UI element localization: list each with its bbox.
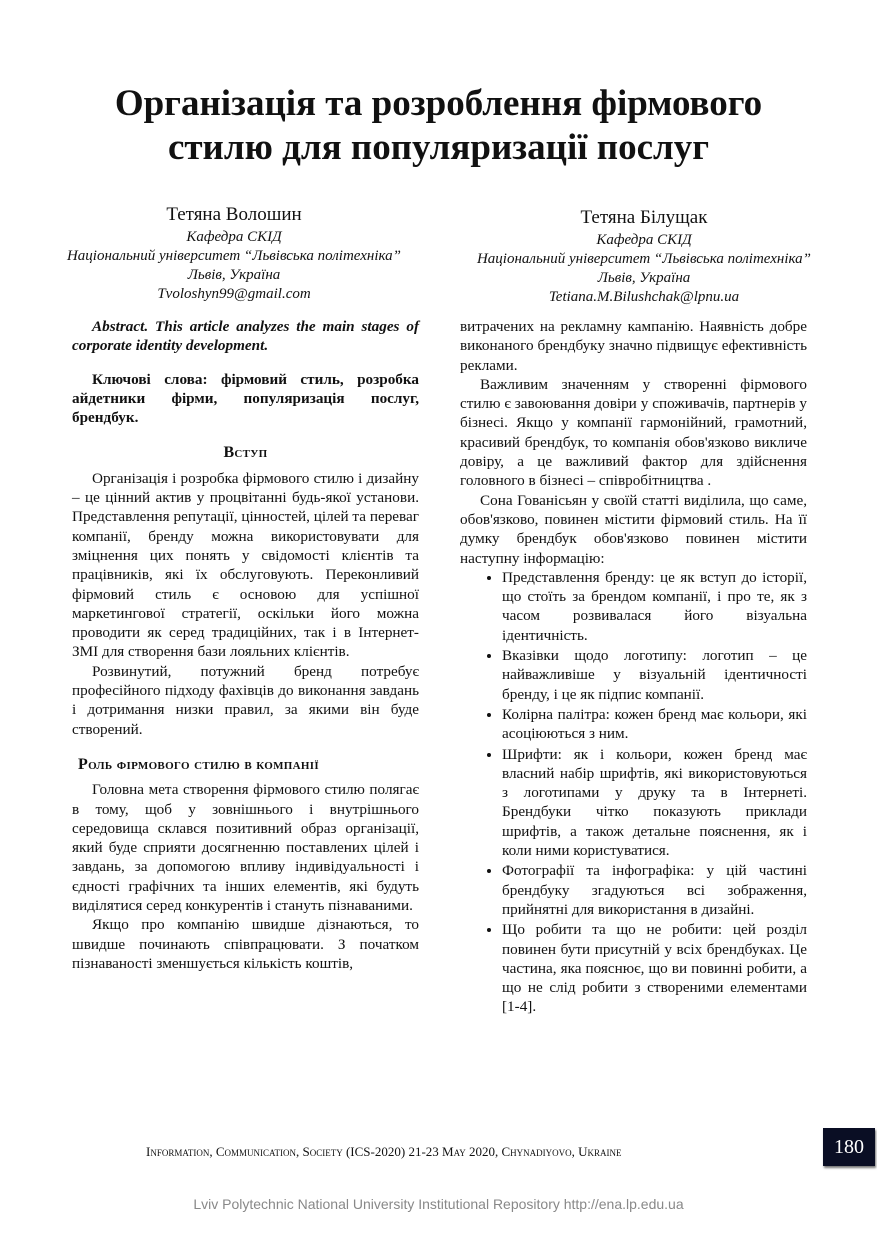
- bullet-list: [460, 568, 807, 1017]
- author-block: [444, 205, 844, 307]
- author-email: Tvoloshyn99@gmail.com: [157, 286, 311, 302]
- left-column: [72, 317, 419, 973]
- paragraph: витрачених на рекламну кампанію. Наявність добре виконаного брендбуку значно підвищує ефективність реклами.: [460, 318, 807, 374]
- paragraph: Якщо про компанію швидше дізнаються, то швидше починають співпрацювати. З початком пізнаваності зменшується кількість коштів,: [72, 916, 419, 972]
- author-city: Львів, Україна: [187, 267, 281, 283]
- title-line: Організація та розроблення фірмового: [114, 83, 763, 124]
- bullet-item: • Шрифти: як і кольори, кожен бренд має власний набір шрифтів, які використовуються з логотипами у друку та в Інтернеті. Брендбуки чітко показують приклади шрифтів, а також детальне пояснення, як і коли ними користуватися.: [502, 745, 807, 861]
- bullet-item: • Фотографії та інфографіка: у цій частині брендбуку згадуються всі зображення, прийнятні для використання в дизайні.: [502, 861, 807, 919]
- author-name: Тетяна Волошин: [166, 204, 302, 225]
- abstract: Abstract. This article analyzes the main stages of corporate identity development.: [72, 318, 419, 355]
- section-heading-role: Роль фірмового стилю в компанії: [78, 755, 319, 773]
- author-name: Тетяна Білущак: [580, 207, 708, 228]
- conference-footer: Information, Communication, Society (ICS-2020) 21-23 May 2020, Chynadiyovo, Ukraine: [146, 1144, 622, 1159]
- paragraph: Важливим значенням у створенні фірмового стилю є завоювання довіри у споживачів, партнерів у бізнесі. Якщо у компанії гармонійний, грамотний, красивий брендбук, то компанія обов'язково викличе довіру, а це важливий фактор для здійснення головного в бізнесі – співробітництва .: [460, 375, 807, 490]
- paragraph: Сона Гованісьян у своїй статті виділила, що саме, обов'язково, повинен містити фірмовий стиль. На її думку брендбук обов'язково повинен містити наступну інформацію:: [460, 491, 807, 567]
- repository-watermark: Lviv Polytechnic National University Institutional Repository http://ena.lp.edu.ua: [193, 1196, 684, 1212]
- keywords: Ключові слова: фірмовий стиль, розробка айдетники фірми, популяризація послуг, брендбук.: [72, 370, 419, 427]
- author-univ: Національний університет “Львівська політехніка”: [476, 251, 812, 267]
- bullet-item: • Що робити та що не робити: цей розділ повинен бути присутній у всіх брендбуках. Це частина, яка пояснює, що ви повинні робити, а що не слід робити з створеними елементами [1-4].: [502, 920, 807, 1016]
- paragraph: Розвинутий, потужний бренд потребує професійного підходу фахівців до виконання завдань і дотримання низки правил, за якими він буде створений.: [72, 662, 419, 738]
- author-email: Tetiana.M.Bilushchak@lpnu.ua: [548, 289, 740, 305]
- author-univ: Національний університет “Львівська політехніка”: [66, 248, 402, 264]
- bullet-item: • Представлення бренду: це як вступ до історії, що стоїть за брендом компанії, і про те, як з часом розвивалася його візуальна ідентичність.: [502, 568, 807, 645]
- author-dept: Кафедра СКІД: [186, 229, 282, 245]
- paragraph: Організація і розробка фірмового стилю і дизайну – це цінний актив у процвітанні будь-якої установи. Представлення репутації, цінностей, цілей та переваг компанії, бренду можна використовувати для зміцнення цих понять у свідомості клієнтів та працівників, які їх обслуговують. Переконливий фірмовий стиль є основою для успішної маркетингової стратегії, оскільки його можна проводити як серед традиційних, так і в Інтернет-ЗМІ для створення бази лояльних клієнтів.: [72, 469, 419, 661]
- author-block: [34, 202, 434, 304]
- author-dept: Кафедра СКІД: [596, 232, 692, 248]
- paper-title: [40, 82, 837, 170]
- author-city: Львів, Україна: [597, 270, 691, 286]
- right-column: [460, 317, 807, 1018]
- bullet-item: • Вказівки щодо логотипу: логотип – це найважливіше у візуальній ідентичності бренду, і це як підпис компанії.: [502, 646, 807, 704]
- section-heading-intro: Вступ: [223, 444, 268, 462]
- page-number: 180: [823, 1128, 875, 1166]
- bullet-item: • Колірна палітра: кожен бренд має кольори, які асоціюються з ним.: [502, 705, 807, 744]
- paragraph: Головна мета створення фірмового стилю полягає в тому, щоб у зовнішнього і внутрішнього середовища склався позитивний образ організації, який буде сприяти досягненню поставлених цілей і завдань, за допомогою впливу індивідуальності і єдності графічних та інших елементів, які будуть виділятися серед конкурентів і стануть пізнаваними.: [72, 781, 419, 915]
- title-line: стилю для популяризації послуг: [167, 127, 710, 168]
